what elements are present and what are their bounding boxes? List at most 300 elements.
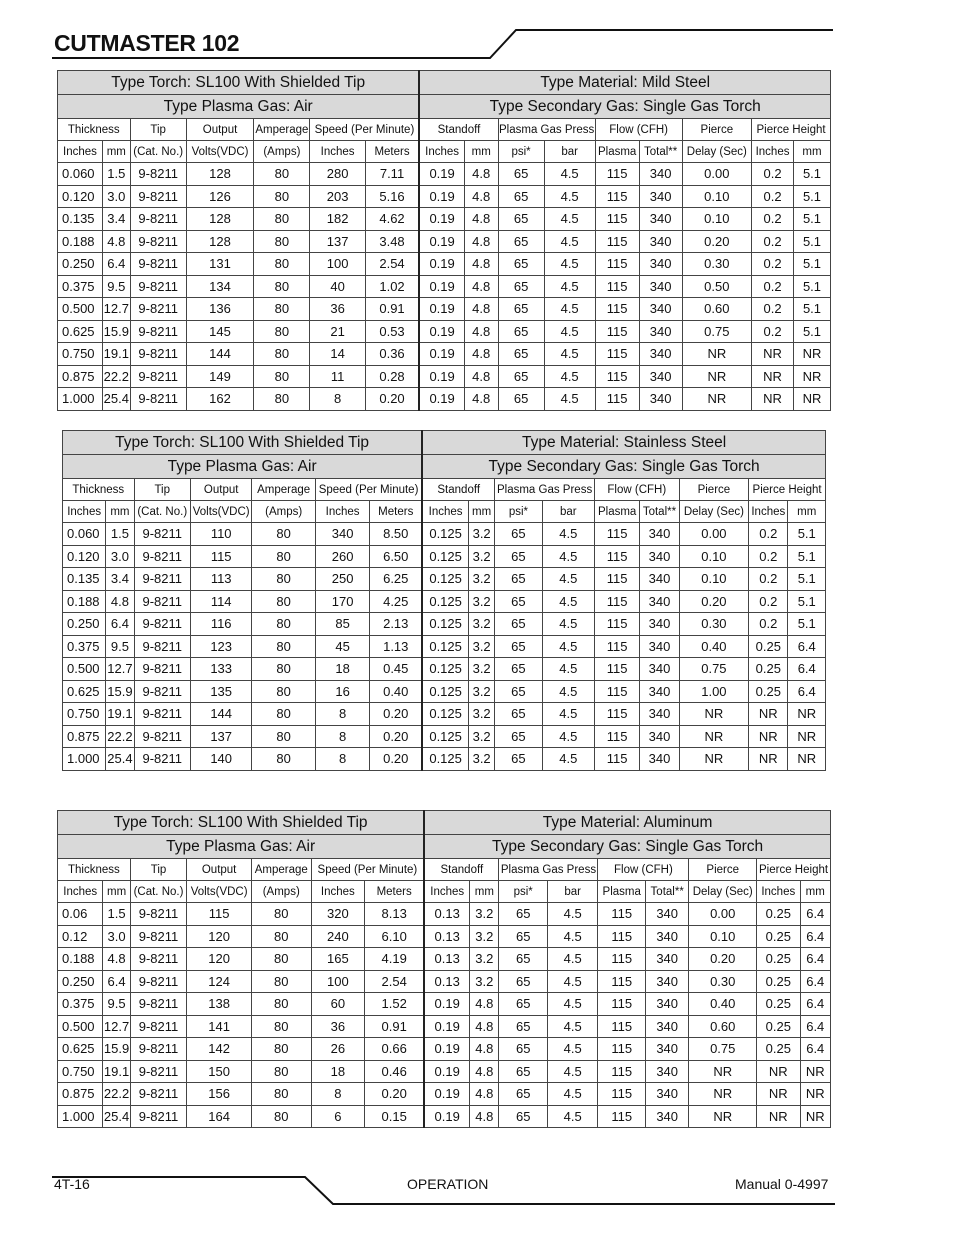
table-cell: 0.28 <box>365 365 419 388</box>
table-cell: 110 <box>190 523 251 546</box>
table-cell: 340 <box>645 948 688 971</box>
table-cell: 65 <box>495 523 542 546</box>
table-cell: 135 <box>190 680 251 703</box>
table-cell: 115 <box>595 185 639 208</box>
column-group-7: Flow (CFH) <box>598 859 689 881</box>
table-cell: 137 <box>190 725 251 748</box>
table-cell: 6.10 <box>365 925 425 948</box>
table-cell: 6 <box>311 1105 365 1128</box>
column-unit-header <box>58 881 831 903</box>
table-cell: 0.2 <box>749 545 788 568</box>
column-unit-5: Inches <box>310 141 365 163</box>
table-cell: 4.5 <box>547 1015 598 1038</box>
table-cell: 0.2 <box>752 185 794 208</box>
table-cell: 115 <box>594 748 639 771</box>
table-cell: 8 <box>315 725 369 748</box>
table-row <box>58 1060 831 1083</box>
table-row <box>63 568 826 591</box>
table-cell: 65 <box>499 1038 547 1061</box>
column-unit-5: Inches <box>315 501 369 523</box>
table-cell: 65 <box>499 1105 547 1128</box>
table-cell: 8 <box>315 748 369 771</box>
table-cell: 0.00 <box>679 523 749 546</box>
table-cell: 133 <box>190 658 251 681</box>
table-cell: 6.4 <box>102 253 130 276</box>
table-cell: 4.5 <box>542 635 594 658</box>
table-cell: 0.25 <box>757 993 800 1016</box>
table-cell: 0.00 <box>682 163 752 186</box>
table-cell: 340 <box>645 970 688 993</box>
table-cell: 0.30 <box>679 613 749 636</box>
table-cell: 65 <box>495 590 542 613</box>
table-cell: 65 <box>495 568 542 591</box>
table-cell: 0.20 <box>370 725 422 748</box>
table-cell: 115 <box>190 545 251 568</box>
table-cell: 80 <box>251 1105 311 1128</box>
table-cell: 4.8 <box>464 163 498 186</box>
cut-chart-mild-steel <box>57 70 831 411</box>
table-row <box>63 635 826 658</box>
table-cell: 80 <box>254 365 310 388</box>
table-row <box>58 275 831 298</box>
table-row <box>58 230 831 253</box>
column-unit-13: Delay (Sec) <box>679 501 749 523</box>
column-group-8: Pierce <box>682 119 752 141</box>
table-cell: 4.62 <box>365 208 419 231</box>
table-cell: 0.19 <box>424 1015 469 1038</box>
table-cell: 115 <box>598 1083 645 1106</box>
table-cell: 115 <box>598 970 645 993</box>
table-cell: 65 <box>495 725 542 748</box>
table-cell: 115 <box>595 388 639 411</box>
table-cell: 4.8 <box>464 365 498 388</box>
table-cell: 9-8211 <box>130 320 186 343</box>
table-cell: 4.5 <box>544 253 595 276</box>
table-cell: 0.19 <box>424 1083 469 1106</box>
table-cell: 65 <box>498 388 544 411</box>
table-row <box>63 523 826 546</box>
table-cell: 0.19 <box>419 163 464 186</box>
table-cell: 0.120 <box>63 545 106 568</box>
table-cell: 5.1 <box>794 163 831 186</box>
column-unit-13: Delay (Sec) <box>682 141 752 163</box>
table-cell: 0.25 <box>749 635 788 658</box>
table-cell: 0.75 <box>689 1038 757 1061</box>
table-cell: 9.5 <box>106 635 134 658</box>
table-cell: 0.2 <box>752 320 794 343</box>
table-cell: 0.250 <box>58 253 103 276</box>
table-cell: 115 <box>594 635 639 658</box>
table-cell: 3.2 <box>469 590 495 613</box>
table-cell: 4.8 <box>464 320 498 343</box>
table-cell: 8.50 <box>370 523 422 546</box>
table-cell: 0.875 <box>58 365 103 388</box>
table-cell: 0.30 <box>682 253 752 276</box>
table-cell: 19.1 <box>102 343 130 366</box>
column-unit-header <box>63 501 826 523</box>
column-unit-0: Inches <box>58 881 103 903</box>
table-cell: 0.46 <box>365 1060 425 1083</box>
table-cell: 4.8 <box>470 1105 499 1128</box>
column-group-8: Pierce <box>689 859 757 881</box>
table-cell: 0.25 <box>757 1038 800 1061</box>
table-cell: NR <box>788 748 826 771</box>
table-cell: 60 <box>311 993 365 1016</box>
table-cell: 340 <box>639 343 682 366</box>
table-cell: 5.16 <box>365 185 419 208</box>
table-cell: 9-8211 <box>134 545 190 568</box>
table-cell: 80 <box>252 725 315 748</box>
column-group-0: Thickness <box>58 119 131 141</box>
table-cell: 65 <box>498 208 544 231</box>
table-cell: 0.25 <box>757 1015 800 1038</box>
table-cell: 340 <box>640 590 679 613</box>
column-unit-4: (Amps) <box>252 501 315 523</box>
table-cell: 4.5 <box>544 388 595 411</box>
table-cell: 65 <box>498 343 544 366</box>
table-cell: 138 <box>187 993 252 1016</box>
table-row <box>58 185 831 208</box>
table-cell: 340 <box>640 545 679 568</box>
table-cell: 4.8 <box>470 1015 499 1038</box>
table-cell: 4.8 <box>106 590 134 613</box>
table-cell: 113 <box>190 568 251 591</box>
table-cell: 9-8211 <box>130 298 186 321</box>
table-cell: 18 <box>311 1060 365 1083</box>
table-cell: 115 <box>598 1105 645 1128</box>
table-cell: 4.5 <box>547 993 598 1016</box>
column-unit-7: Inches <box>424 881 469 903</box>
table-cell: 115 <box>595 230 639 253</box>
table-cell: 9-8211 <box>130 230 186 253</box>
table-cell: 65 <box>499 925 547 948</box>
table-cell: NR <box>689 1105 757 1128</box>
table-cell: 340 <box>639 365 682 388</box>
table-cell: 4.8 <box>102 230 130 253</box>
table-cell: 5.1 <box>788 545 826 568</box>
table-cell: 4.5 <box>544 163 595 186</box>
table-cell: 9-8211 <box>134 725 190 748</box>
table-cell: 0.25 <box>757 903 800 926</box>
table-cell: 0.13 <box>424 948 469 971</box>
table-cell: 0.875 <box>58 1083 103 1106</box>
table-cell: 25.4 <box>103 1105 130 1128</box>
column-unit-8: mm <box>470 881 499 903</box>
table-cell: 0.75 <box>679 658 749 681</box>
table-cell: 80 <box>252 658 315 681</box>
table-cell: 340 <box>640 680 679 703</box>
column-group-1: Tip <box>134 479 190 501</box>
table-cell: 9-8211 <box>134 658 190 681</box>
table-cell: 80 <box>251 903 311 926</box>
table-cell: 0.2 <box>752 275 794 298</box>
table-cell: NR <box>682 388 752 411</box>
table-cell: 80 <box>252 635 315 658</box>
table-cell: 0.2 <box>749 613 788 636</box>
table-cell: 340 <box>640 658 679 681</box>
table-cell: 3.2 <box>470 925 499 948</box>
table-cell: 1.5 <box>103 903 130 926</box>
table-cell: 340 <box>640 613 679 636</box>
table-cell: 9-8211 <box>130 208 186 231</box>
table-cell: 45 <box>315 635 369 658</box>
column-group-9: Pierce Height <box>752 119 831 141</box>
table-cell: 22.2 <box>106 725 134 748</box>
table-cell: 0.250 <box>63 613 106 636</box>
cut-chart-aluminum <box>57 810 831 1128</box>
table-cell: 25.4 <box>102 388 130 411</box>
table-cell: 0.625 <box>58 1038 103 1061</box>
table-cell: 3.2 <box>470 948 499 971</box>
table-cell: 0.45 <box>370 658 422 681</box>
table-cell: 9-8211 <box>130 970 187 993</box>
table-cell: 3.4 <box>102 208 130 231</box>
table-cell: NR <box>679 725 749 748</box>
table-cell: 0.10 <box>682 185 752 208</box>
table-cell: 0.375 <box>58 993 103 1016</box>
table-cell: 80 <box>254 275 310 298</box>
table-cell: 4.5 <box>547 1105 598 1128</box>
table-row <box>58 1105 831 1128</box>
table-row <box>58 343 831 366</box>
table-row <box>58 365 831 388</box>
table-row <box>63 590 826 613</box>
table-cell: 115 <box>595 343 639 366</box>
table-cell: 80 <box>251 993 311 1016</box>
column-group-7: Flow (CFH) <box>595 119 682 141</box>
table-cell: 65 <box>498 253 544 276</box>
table-cell: 65 <box>498 320 544 343</box>
table-cell: 80 <box>252 748 315 771</box>
table-cell: 15.9 <box>106 680 134 703</box>
table-cell: 80 <box>252 613 315 636</box>
table-cell: 0.40 <box>679 635 749 658</box>
table-cell: 0.40 <box>689 993 757 1016</box>
table-cell: 5.1 <box>788 590 826 613</box>
table-cell: 4.8 <box>464 275 498 298</box>
table-cell: 0.135 <box>63 568 106 591</box>
table-cell: 80 <box>254 298 310 321</box>
column-group-header <box>63 479 826 501</box>
table-cell: 9-8211 <box>130 1038 187 1061</box>
table-cell: 4.5 <box>542 523 594 546</box>
table-cell: 3.2 <box>469 613 495 636</box>
table-cell: 80 <box>251 948 311 971</box>
column-group-2: Output <box>187 859 252 881</box>
table-cell: 8.13 <box>365 903 425 926</box>
table-cell: 0.20 <box>679 590 749 613</box>
table-cell: 7.11 <box>365 163 419 186</box>
table-cell: 1.5 <box>106 523 134 546</box>
table-cell: 340 <box>639 320 682 343</box>
table-cell: 9-8211 <box>130 903 187 926</box>
column-unit-8: mm <box>469 501 495 523</box>
column-unit-6: Meters <box>365 881 425 903</box>
table-cell: 80 <box>254 185 310 208</box>
table-cell: 5.1 <box>794 298 831 321</box>
table-cell: 80 <box>251 925 311 948</box>
table-cell: 0.10 <box>682 208 752 231</box>
table-cell: 115 <box>598 1038 645 1061</box>
table-cell: 0.12 <box>58 925 103 948</box>
table-cell: 0.20 <box>370 748 422 771</box>
table-row <box>63 613 826 636</box>
table-cell: 65 <box>499 1083 547 1106</box>
table-cell: 115 <box>595 208 639 231</box>
table-row <box>58 903 831 926</box>
table-cell: 4.5 <box>547 970 598 993</box>
table-cell: 114 <box>190 590 251 613</box>
table-cell: NR <box>757 1083 800 1106</box>
table-cell: 0.00 <box>689 903 757 926</box>
table-cell: 4.5 <box>544 343 595 366</box>
table-cell: 40 <box>310 275 365 298</box>
table-cell: 65 <box>495 545 542 568</box>
table-cell: 4.5 <box>544 208 595 231</box>
table-cell: 0.19 <box>419 365 464 388</box>
column-group-5: Standoff <box>424 859 499 881</box>
table-cell: 0.19 <box>419 343 464 366</box>
table-cell: 9-8211 <box>134 680 190 703</box>
table-cell: NR <box>689 1060 757 1083</box>
table-cell: 4.5 <box>542 680 594 703</box>
column-unit-7: Inches <box>422 501 468 523</box>
column-group-2: Output <box>190 479 251 501</box>
column-group-header <box>58 119 831 141</box>
table-cell: 2.54 <box>365 970 425 993</box>
table-cell: 115 <box>595 275 639 298</box>
column-unit-9: psi* <box>498 141 544 163</box>
table-cell: 4.19 <box>365 948 425 971</box>
table-cell: 0.500 <box>63 658 106 681</box>
table-row <box>58 298 831 321</box>
table-cell: 19.1 <box>103 1060 130 1083</box>
table-cell: NR <box>682 365 752 388</box>
secondary-gas-type: Type Secondary Gas: Single Gas Torch <box>424 835 830 859</box>
material-type: Type Material: Mild Steel <box>419 71 830 95</box>
column-unit-10: bar <box>544 141 595 163</box>
table-cell: 250 <box>315 568 369 591</box>
column-unit-2: (Cat. No.) <box>134 501 190 523</box>
table-cell: 0.25 <box>757 925 800 948</box>
table-cell: 85 <box>315 613 369 636</box>
table-cell: 9-8211 <box>130 1015 187 1038</box>
table-cell: 5.1 <box>794 275 831 298</box>
table-cell: 128 <box>186 163 253 186</box>
table-cell: 65 <box>495 748 542 771</box>
table-cell: 1.5 <box>102 163 130 186</box>
column-group-7: Flow (CFH) <box>594 479 679 501</box>
secondary-gas-type: Type Secondary Gas: Single Gas Torch <box>419 95 830 119</box>
table-cell: 6.4 <box>800 948 830 971</box>
table-cell: 115 <box>594 545 639 568</box>
table-cell: 9-8211 <box>130 388 186 411</box>
table-cell: 9-8211 <box>130 1060 187 1083</box>
table-cell: 0.20 <box>682 230 752 253</box>
table-cell: 9.5 <box>102 275 130 298</box>
table-cell: 115 <box>594 613 639 636</box>
table-cell: 19.1 <box>106 703 134 726</box>
table-cell: 0.375 <box>63 635 106 658</box>
table-cell: 340 <box>645 903 688 926</box>
table-cell: 0.875 <box>63 725 106 748</box>
table-cell: NR <box>757 1060 800 1083</box>
column-unit-6: Meters <box>370 501 422 523</box>
table-cell: 80 <box>251 1015 311 1038</box>
table-cell: 340 <box>645 1015 688 1038</box>
table-cell: 340 <box>639 185 682 208</box>
table-cell: 120 <box>187 948 252 971</box>
table-cell: 5.1 <box>788 523 826 546</box>
table-cell: 6.50 <box>370 545 422 568</box>
table-cell: 0.125 <box>422 748 468 771</box>
table-cell: 340 <box>639 208 682 231</box>
table-cell: 18 <box>315 658 369 681</box>
column-group-4: Speed (Per Minute) <box>311 859 424 881</box>
table-cell: 1.000 <box>63 748 106 771</box>
table-row <box>58 320 831 343</box>
table-cell: 9-8211 <box>130 365 186 388</box>
table-cell: 115 <box>598 1060 645 1083</box>
table-cell: 0.19 <box>424 1060 469 1083</box>
table-cell: 3.2 <box>470 903 499 926</box>
table-cell: 5.1 <box>794 230 831 253</box>
table-cell: 0.188 <box>58 948 103 971</box>
column-unit-14: Inches <box>752 141 794 163</box>
table-cell: 0.25 <box>757 970 800 993</box>
plasma-gas-type: Type Plasma Gas: Air <box>63 455 423 479</box>
table-cell: 4.5 <box>542 725 594 748</box>
table-cell: 65 <box>498 275 544 298</box>
table-cell: 6.4 <box>800 993 830 1016</box>
table-cell: 126 <box>186 185 253 208</box>
table-cell: 115 <box>594 703 639 726</box>
table-cell: 115 <box>595 320 639 343</box>
table-cell: 115 <box>595 365 639 388</box>
table-cell: 4.5 <box>542 703 594 726</box>
table-cell: 280 <box>310 163 365 186</box>
table-cell: 9-8211 <box>134 590 190 613</box>
table-body <box>58 903 831 1128</box>
table-cell: 80 <box>252 703 315 726</box>
table-cell: 25.4 <box>106 748 134 771</box>
table-cell: 240 <box>311 925 365 948</box>
table-cell: 3.2 <box>469 725 495 748</box>
column-group-0: Thickness <box>58 859 131 881</box>
table-cell: 6.4 <box>106 613 134 636</box>
table-cell: 26 <box>311 1038 365 1061</box>
column-group-4: Speed (Per Minute) <box>310 119 419 141</box>
column-unit-15: mm <box>788 501 826 523</box>
table-cell: 3.0 <box>106 545 134 568</box>
table-cell: 340 <box>640 523 679 546</box>
table-cell: 115 <box>595 253 639 276</box>
table-cell: 164 <box>187 1105 252 1128</box>
table-cell: 1.000 <box>58 388 103 411</box>
table-cell: NR <box>749 703 788 726</box>
torch-type: Type Torch: SL100 With Shielded Tip <box>58 811 425 835</box>
table-row <box>58 208 831 231</box>
table-cell: NR <box>682 343 752 366</box>
table-cell: 115 <box>594 568 639 591</box>
column-unit-15: mm <box>800 881 830 903</box>
table-cell: 145 <box>186 320 253 343</box>
table-cell: 0.135 <box>58 208 103 231</box>
table-cell: 80 <box>254 208 310 231</box>
table-cell: 9-8211 <box>130 948 187 971</box>
table-cell: 4.8 <box>464 298 498 321</box>
column-group-6: Plasma Gas Press <box>495 479 595 501</box>
